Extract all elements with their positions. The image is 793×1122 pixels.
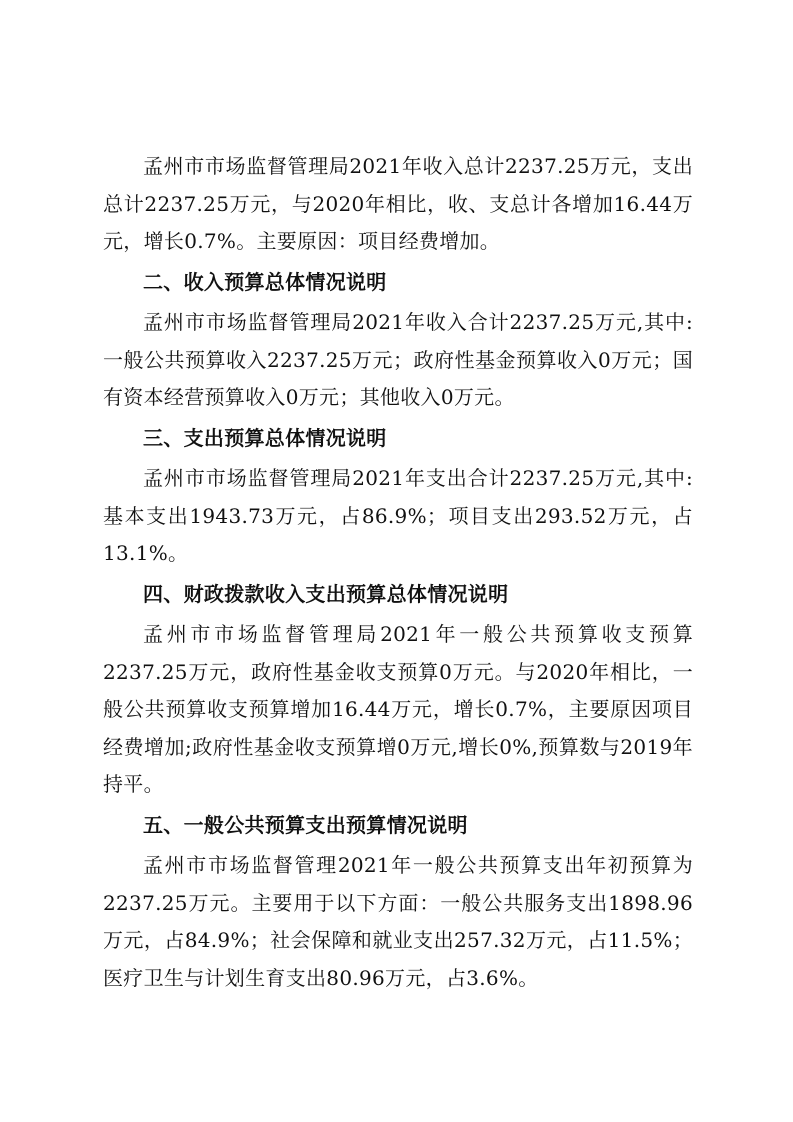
document-body (103, 148, 693, 997)
heading-income-budget: 二、收入预算总体情况说明 (143, 269, 387, 294)
paragraph-fiscal-appropriation: 孟州市市场监督管理局2021年一般公共预算收支预算2237.25万元，政府性基金收支预算0万元。与2020年相比，一般公共预算收支预算增加16.44万元，增长0.7%，主要原因项目经费增加;政府性基金收支预算增0万元,增长0%,预算数与2019年持平。 (103, 622, 693, 796)
heading-expense-budget: 三、支出预算总体情况说明 (143, 425, 387, 450)
heading-general-public-budget: 五、一般公共预算支出预算情况说明 (143, 812, 468, 837)
paragraph-income-budget: 孟州市市场监督管理局2021年收入合计2237.25万元,其中:一般公共预算收入2237.25万元；政府性基金预算收入0万元；国有资本经营预算收入0万元；其他收入0万元。 (103, 310, 693, 409)
paragraph-general-public-budget: 孟州市市场监督管理2021年一般公共预算支出年初预算为2237.25万元。主要用于以下方面：一般公共服务支出1898.96万元，占84.9%；社会保障和就业支出257.32万元，占11.5%；医疗卫生与计划生育支出80.96万元，占3.6%。 (103, 853, 693, 990)
paragraph-income-expense-total: 孟州市市场监督管理局2021年收入总计2237.25万元，支出总计2237.25万元，与2020年相比，收、支总计各增加16.44万元，增长0.7%。主要原因：项目经费增加。 (103, 154, 693, 253)
heading-fiscal-appropriation: 四、财政拨款收入支出预算总体情况说明 (143, 581, 509, 606)
paragraph-expense-budget: 孟州市市场监督管理局2021年支出合计2237.25万元,其中:基本支出1943.73万元，占86.9%；项目支出293.52万元，占13.1%。 (103, 466, 693, 565)
